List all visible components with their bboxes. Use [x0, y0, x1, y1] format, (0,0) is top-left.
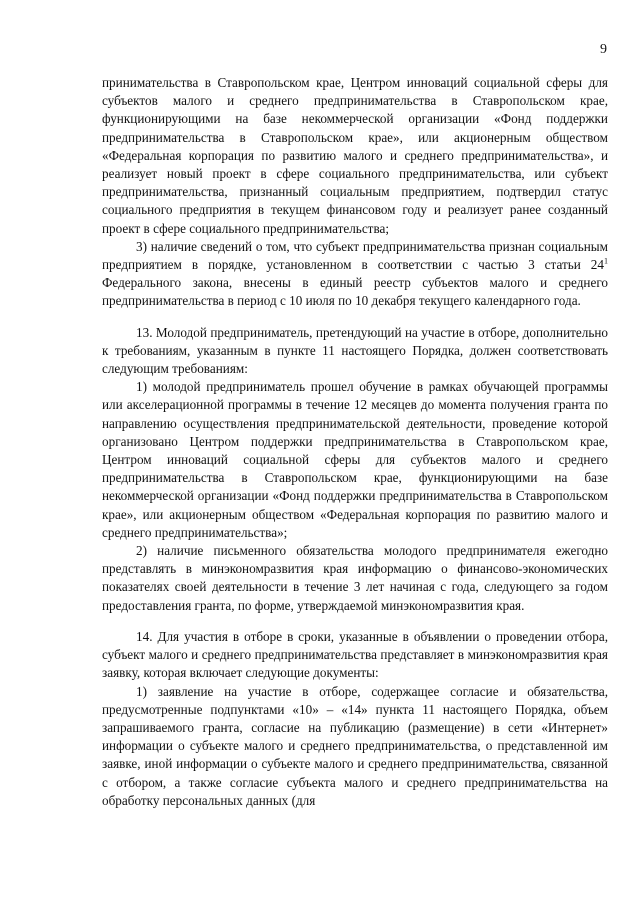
paragraph-13-item-2: 2) наличие письменного обязательства молодого предпринимателя ежегодно представлять в минэкономразвития края информацию о финансово-экономических показателях своей деятельности в течение 3 лет начиная с года, следующего за годом предоставления гранта, по форме, утверждаемой минэкономразвития края.: [102, 543, 608, 613]
paragraph-section-14: 14. Для участия в отборе в сроки, указанные в объявлении о проведении отбора, субъект малого и среднего предпринимательства представляет в минэкономразвития края заявку, которая включает следующие документы:: [102, 628, 608, 681]
paragraph-continuation: принимательства в Ставропольском крае, Центром инноваций социальной сферы для субъектов малого и среднего предпринимательства в Ставропольском крае, функционирующими на базе некоммерческой организации «Фонд поддержки предпринимательства в Ставропольском крае», или акционерным обществом «Федеральная корпорация по развитию малого и среднего предпринимательства», и реализует новый проект в сфере социального предпринимательства, или субъект предпринимательства, признанный социальным предприятием, подтвердил статус социального предприятия в текущем финансовом году и реализует ранее созданный проект в сфере социального предпринимательства;: [102, 75, 608, 236]
paragraph-gap: [102, 615, 608, 628]
paragraph-gap: [102, 311, 608, 324]
paragraph-section-13: 13. Молодой предприниматель, претендующий на участие в отборе, дополнительно к требованиям, указанным в пункте 11 настоящего Порядка, должен соответствовать следующим требованиям:: [102, 324, 608, 377]
paragraph-item-3-text-after: Федерального закона, внесены в единый реестр субъектов малого и среднего предпринимательства в период с 10 июля по 10 декабря текущего календарного года.: [102, 275, 608, 309]
paragraph-13-item-1: 1) молодой предприниматель прошел обучение в рамках обучающей программы или акселерационной программы в течение 12 месяцев до момента получения гранта по направлению осуществления предпринимательской деятельности, проведение которой организовано Центром поддержки предпринимательства в Ставропольском крае, Центром инноваций социальной сферы для субъектов малого и среднего предпринимательства в Ставропольском крае, функционирующими на базе некоммерческой организации «Фонд поддержки предпринимательства в Ставропольском крае», или акционерным обществом «Федеральная корпорация по развитию малого и среднего предпринимательства»;: [102, 379, 608, 540]
paragraph-14-item-1: 1) заявление на участие в отборе, содержащее согласие и обязательства, предусмотренные подпунктами «10» – «14» пункта 11 настоящего Порядка, объем запрашиваемого гранта, согласие на публикацию (размещение) в сети «Интернет» информации о субъекте малого и среднего предпринимательства, о представленной им заявке, иной информации о субъекте малого и среднего предпринимательства, связанной с отбором, а также согласие субъекта малого и среднего предпринимательства на обработку персональных данных (для: [102, 683, 608, 808]
page-number: 9: [600, 42, 607, 57]
paragraph-item-3-text: 3) наличие сведений о том, что субъект предпринимательства признан социальным предприятием в порядке, установленном в соответствии с частью 3 статьи 24: [102, 238, 608, 273]
superscript: 1: [604, 256, 608, 266]
document-body: [102, 74, 608, 810]
paragraph-item-3: [102, 238, 608, 311]
